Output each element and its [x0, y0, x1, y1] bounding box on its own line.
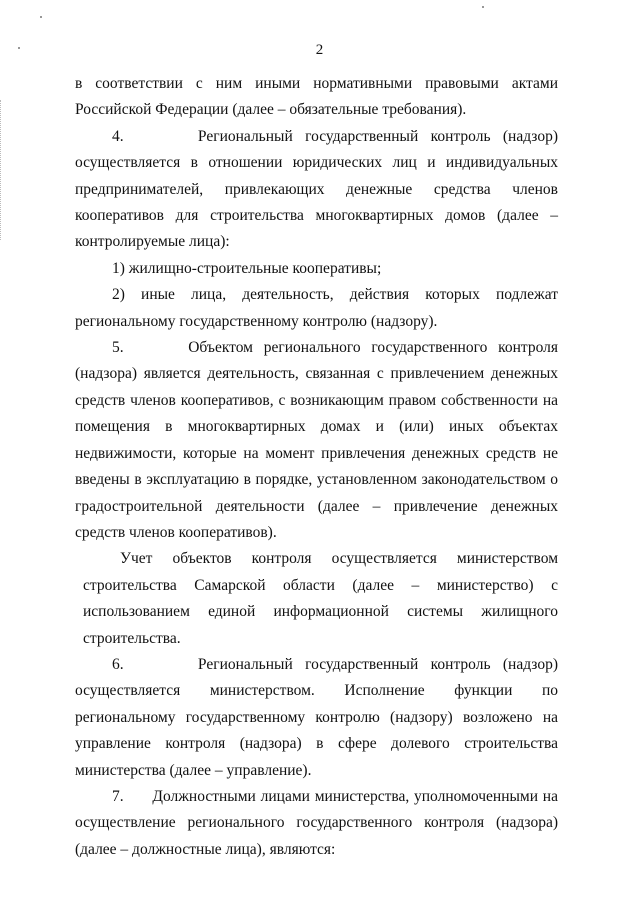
page-number: 2	[315, 42, 324, 58]
paragraph-accounting: Учет объектов контроля осуществляется министерством строительства Самарской области (далее – министерство) с использованием единой информационной системы жилищного строительства.	[83, 550, 558, 647]
document-body	[75, 71, 558, 863]
scan-speck	[40, 16, 42, 18]
paragraph-continuation: в соответствии с ним иными нормативными правовыми актами Российской Федерации (далее – обязательные требования).	[75, 75, 558, 119]
paragraph-item-6: 6. Региональный государственный контроль (надзор) осуществляется министерством. Исполнение функции по региональному государственному контролю (надзору) возложено на управление контроля (надзора) в сфере долевого строительства министерства (далее – управление).	[75, 655, 558, 779]
scan-edge-artifact	[0, 100, 3, 240]
paragraph-item-5: 5. Объектом регионального государственного контроля (надзора) является деятельность, связанная с привлечением денежных средств членов кооперативов, с возникающим правом собственности на помещения в многоквартирных домах и (или) иных объектах недвижимости, которые на момент привлечения денежных средств не введены в эксплуатацию в порядке, установленном законодательством о градостроительной деятельности (далее – привлечение денежных средств членов кооперативов).	[75, 339, 558, 541]
paragraph-item-4: 4. Региональный государственный контроль (надзор) осуществляется в отношении юридических лиц и индивидуальных предпринимателей, привлекающих денежные средства членов кооперативов для строительства многоквартирных домов (далее – контролируемые лица):	[75, 127, 558, 251]
list-item-2: 2) иные лица, деятельность, действия которых подлежат региональному государственному контролю (надзору).	[75, 286, 558, 330]
paragraph-item-7: 7. Должностными лицами министерства, уполномоченными на осуществление регионального государственного контроля (надзора) (далее – должностные лица), являются:	[75, 787, 558, 858]
scan-speck	[482, 6, 484, 8]
list-item-1: 1) жилищно-строительные кооперативы;	[112, 259, 382, 277]
